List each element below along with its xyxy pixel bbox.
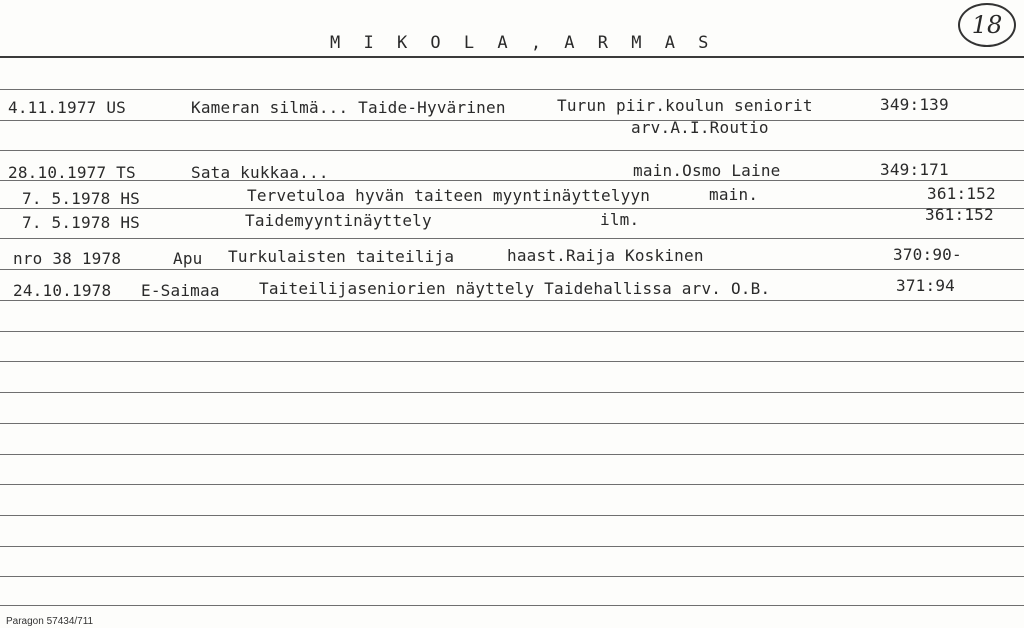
ruled-line <box>0 238 1024 239</box>
ruled-line <box>0 361 1024 362</box>
entry-note-2: arv.A.I.Routio <box>631 118 769 137</box>
ruled-line <box>0 208 1024 209</box>
card-number: 18 <box>971 11 1003 39</box>
entry-note: main.Osmo Laine <box>633 161 781 180</box>
entry-note: ilm. <box>600 210 640 229</box>
entry-text: Taiteilijaseniorien näyttely Taidehallissa arv. O.B. <box>259 279 771 298</box>
entry-text: Turkulaisten taiteilija <box>228 247 455 266</box>
entry-text: Taidemyyntinäyttely <box>245 211 432 230</box>
card-number-circled <box>958 3 1016 47</box>
card-title: M I K O L A , A R M A S <box>330 33 715 53</box>
ruled-line <box>0 546 1024 547</box>
header-rule <box>0 56 1024 58</box>
entry-source: E-Saimaa <box>141 281 220 300</box>
entry-note: Turun piir.koulun seniorit <box>557 96 813 115</box>
printer-imprint: Paragon 57434/711 <box>6 616 94 627</box>
entry-date: 7. 5.1978 HS <box>22 189 140 208</box>
ruled-line <box>0 331 1024 332</box>
entry-ref: 349:139 <box>880 95 949 114</box>
ruled-line <box>0 300 1024 301</box>
entry-ref: 361:152 <box>927 184 996 203</box>
entry-date: 24.10.1978 <box>13 281 112 300</box>
entry-text: Sata kukkaa... <box>191 163 329 182</box>
entry-ref: 349:171 <box>880 160 949 179</box>
entry-note: haast.Raija Koskinen <box>507 246 704 265</box>
ruled-line <box>0 605 1024 606</box>
ruled-line <box>0 89 1024 90</box>
entry-ref: 370:90- <box>893 245 962 264</box>
ruled-line <box>0 576 1024 577</box>
entry-date: 4.11.1977 US <box>8 98 126 117</box>
ruled-line <box>0 484 1024 485</box>
entry-date: 28.10.1977 TS <box>8 163 136 182</box>
entry-ref: 361:152 <box>925 205 994 224</box>
ruled-line <box>0 423 1024 424</box>
ruled-line <box>0 454 1024 455</box>
ruled-line <box>0 515 1024 516</box>
ruled-line <box>0 180 1024 181</box>
entry-text: Tervetuloa hyvän taiteen myyntinäyttelyyn <box>247 186 651 205</box>
ruled-line <box>0 150 1024 151</box>
ruled-line <box>0 269 1024 270</box>
entry-text: Kameran silmä... Taide-Hyvärinen <box>191 98 506 117</box>
ruled-line <box>0 120 1024 121</box>
entry-ref: 371:94 <box>896 276 955 295</box>
entry-note: main. <box>709 185 759 204</box>
ruled-line <box>0 392 1024 393</box>
entry-source: Apu <box>173 249 203 268</box>
entry-date: 7. 5.1978 HS <box>22 213 140 232</box>
entry-date: nro 38 1978 <box>13 249 122 268</box>
